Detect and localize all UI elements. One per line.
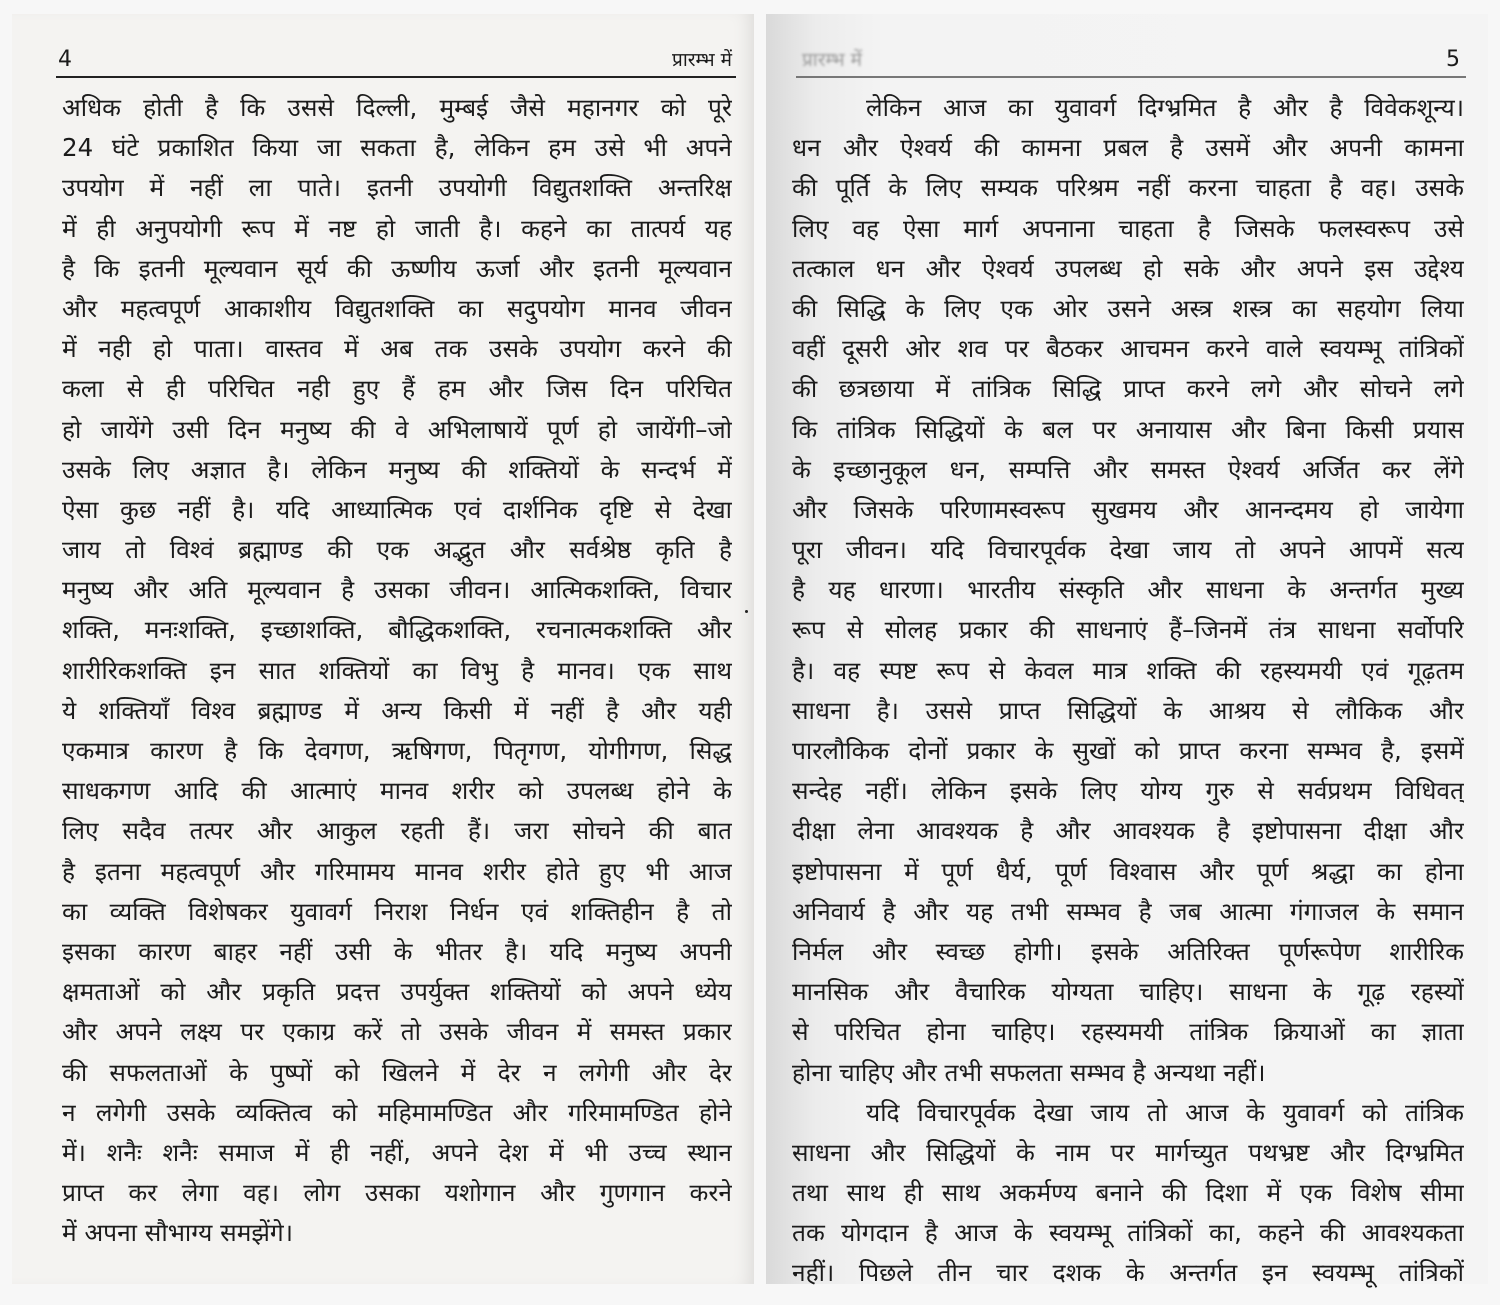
text-line: वहीं दूसरी ओर शव पर बैठकर आचमन करने वाले स्वयम्भू तांत्रिकों — [792, 334, 1464, 364]
text-line: ये शक्तियाँ विश्व ब्रह्माण्ड में अन्य किसी में नहीं है और यही — [62, 695, 732, 725]
text-line: धन और ऐश्वर्य की कामना प्रबल है उसमें और अपनी कामना — [792, 133, 1464, 163]
text-line: नहीं। पिछले तीन चार दशक के अन्तर्गत इन स्वयम्भू तांत्रिकों — [792, 1258, 1464, 1288]
text-line: कला से ही परिचित नही हुए हैं हम और जिस दिन परिचित — [62, 374, 732, 404]
running-head: प्रारम्भ में — [802, 49, 862, 71]
text-line: की सिद्धि के लिए एक ओर उसने अस्त्र शस्त्र का सहयोग लिया — [792, 293, 1464, 323]
text-line: तत्काल धन और ऐश्वर्य उपलब्ध हो सके और अपने इस उद्देश्य — [792, 253, 1464, 283]
text-line: लिए सदैव तत्पर और आकुल रहती हैं। जरा सोचने की बात — [62, 816, 732, 846]
left-body-text — [62, 88, 732, 1253]
text-line: ऐसा कुछ नहीं है। यदि आध्यात्मिक एवं दार्शनिक दृष्टि से देखा — [62, 494, 732, 524]
text-line: इसका कारण बाहर नहीं उसी के भीतर है। यदि मनुष्य अपनी — [62, 936, 732, 966]
text-line: सन्देह नहीं। लेकिन इसके लिए योग्य गुरु से सर्वप्रथम विधिवत् — [792, 776, 1464, 806]
text-line: अनिवार्य है और यह तभी सम्भव है जब आत्मा गंगाजल के समान — [792, 896, 1464, 926]
text-line: साधना है। उससे प्राप्त सिद्धियों के आश्रय से लौकिक और — [792, 695, 1464, 725]
right-page — [766, 14, 1488, 1288]
text-line: एकमात्र कारण है कि देवगण, ऋषिगण, पितृगण, योगीगण, सिद्ध — [62, 736, 732, 765]
text-line: है कि इतनी मूल्यवान सूर्य की ऊष्णीय ऊर्जा और इतनी मूल्यवान — [62, 253, 732, 283]
text-line: में नही हो पाता। वास्तव में अब तक उसके उपयोग करने की — [62, 334, 732, 364]
text-line: मनुष्य और अति मूल्यवान है उसका जीवन। आत्मिकशक्ति, विचार — [62, 575, 732, 605]
page-number: 4 — [58, 47, 72, 72]
text-line: में अपना सौभाग्य समझेंगे। — [62, 1218, 293, 1248]
text-line: अधिक होती है कि उससे दिल्ली, मुम्बई जैसे महानगर को पूरे — [62, 93, 732, 122]
text-line: पारलौकिक दोनों प्रकार के सुखों को प्राप्त करना सम्भव है, इसमें — [792, 736, 1464, 765]
text-line: का व्यक्ति विशेषकर युवावर्ग निराश निर्धन एवं शक्तिहीन है तो — [62, 896, 732, 926]
text-line: साधकगण आदि की आत्माएं मानव शरीर को उपलब्ध होने के — [62, 776, 732, 806]
text-line: है। वह स्पष्ट रूप से केवल मात्र शक्ति की रहस्यमयी एवं गूढ़तम — [792, 655, 1464, 685]
text-line: न लगेगी उसके व्यक्तित्व को महिमामण्डित और गरिमामण्डित होने — [62, 1097, 732, 1127]
text-line: 24 घंटे प्रकाशित किया जा सकता है, लेकिन हम उसे भी अपने — [62, 133, 732, 163]
text-line: है यह धारणा। भारतीय संस्कृति और साधना के अन्तर्गत मुख्य — [792, 575, 1464, 605]
text-line: पूरा जीवन। यदि विचारपूर्वक देखा जाय तो अपने आपमें सत्य — [792, 535, 1464, 565]
text-line: रूप से सोलह प्रकार की साधनाएं हैं–जिनमें तंत्र साधना सर्वोपरि — [792, 615, 1464, 645]
text-line: इष्टोपासना में पूर्ण धैर्य, पूर्ण विश्वास और पूर्ण श्रद्धा का होना — [792, 856, 1464, 886]
right-body-text — [792, 88, 1464, 1294]
text-line: की पूर्ति के लिए सम्यक परिश्रम नहीं करना चाहता है वह। उसके — [792, 173, 1464, 203]
left-page-header — [56, 36, 736, 78]
text-line: साधना और सिद्धियों के नाम पर मार्गच्युत पथभ्रष्ट और दिग्भ्रमित — [792, 1137, 1464, 1167]
text-line: जाय तो विश्वं ब्रह्माण्ड की एक अद्भुत और सर्वश्रेष्ठ कृति है — [62, 535, 732, 565]
text-line: से परिचित होना चाहिए। रहस्यमयी तांत्रिक क्रियाओं का ज्ञाता — [792, 1017, 1464, 1047]
text-line: और अपने लक्ष्य पर एकाग्र करें तो उसके जीवन में समस्त प्रकार — [62, 1017, 732, 1047]
right-page-header — [796, 36, 1466, 78]
text-line: तथा साथ ही साथ अकर्मण्य बनाने की दिशा में एक विशेष सीमा — [792, 1178, 1464, 1208]
left-page — [12, 14, 754, 1284]
gutter-mark — [745, 610, 748, 613]
running-head: प्रारम्भ में — [672, 49, 732, 71]
text-line: की छत्रछाया में तांत्रिक सिद्धि प्राप्त करने लगे और सोचने लगे — [792, 374, 1464, 404]
text-line: लिए वह ऐसा मार्ग अपनाना चाहता है जिसके फलस्वरूप उसे — [792, 213, 1464, 243]
text-line: दीक्षा लेना आवश्यक है और आवश्यक है इष्टोपासना दीक्षा और — [792, 816, 1464, 846]
text-line: के इच्छानुकूल धन, सम्पत्ति और समस्त ऐश्वर्य अर्जित कर लेंगे — [792, 454, 1464, 484]
text-line: तक योगदान है आज के स्वयम्भू तांत्रिकों का, कहने की आवश्यकता — [792, 1218, 1464, 1248]
text-line: क्षमताओं को और प्रकृति प्रदत्त उपर्युक्त शक्तियों को अपने ध्येय — [62, 977, 732, 1007]
text-line: यदि विचारपूर्वक देखा जाय तो आज के युवावर्ग को तांत्रिक — [866, 1097, 1464, 1127]
text-line: शारीरिकशक्ति इन सात शक्तियों का विभु है मानव। एक साथ — [62, 655, 732, 685]
text-line: शक्ति, मनःशक्ति, इच्छाशक्ति, बौद्धिकशक्ति, रचनात्मकशक्ति और — [62, 615, 732, 645]
text-line: और महत्वपूर्ण आकाशीय विद्युतशक्ति का सदुपयोग मानव जीवन — [62, 293, 732, 323]
text-line: उसके लिए अज्ञात है। लेकिन मनुष्य की शक्तियों के सन्दर्भ में — [62, 454, 732, 484]
text-line: होना चाहिए और तभी सफलता सम्भव है अन्यथा नहीं। — [792, 1057, 1266, 1087]
text-line: है इतना महत्वपूर्ण और गरिमामय मानव शरीर होते हुए भी आज — [62, 856, 732, 886]
text-line: की सफलताओं के पुष्पों को खिलने में देर न लगेगी और देर — [62, 1057, 732, 1087]
text-line: में। शनैः शनैः समाज में ही नहीं, अपने देश में भी उच्च स्थान — [62, 1137, 732, 1167]
page-number: 5 — [1446, 47, 1460, 72]
text-line: निर्मल और स्वच्छ होगी। इसके अतिरिक्त पूर्णरूपेण शारीरिक — [792, 936, 1464, 966]
text-line: उपयोग में नहीं ला पाते। इतनी उपयोगी विद्युतशक्ति अन्तरिक्ष — [62, 173, 732, 203]
text-line: में ही अनुपयोगी रूप में नष्ट हो जाती है। कहने का तात्पर्य यह — [62, 213, 732, 243]
text-line: प्राप्त कर लेगा वह। लोग उसका यशोगान और गुणगान करने — [62, 1178, 732, 1208]
text-line: हो जायेंगे उसी दिन मनुष्य की वे अभिलाषायें पूर्ण हो जायेंगी–जो — [62, 414, 732, 444]
text-line: और जिसके परिणामस्वरूप सुखमय और आनन्दमय हो जायेगा — [792, 494, 1464, 524]
text-line: कि तांत्रिक सिद्धियों के बल पर अनायास और बिना किसी प्रयास — [792, 414, 1464, 444]
text-line: मानसिक और वैचारिक योग्यता चाहिए। साधना के गूढ़ रहस्यों — [792, 977, 1464, 1007]
text-line: लेकिन आज का युवावर्ग दिग्भ्रमित है और है विवेकशून्य। — [866, 93, 1464, 122]
